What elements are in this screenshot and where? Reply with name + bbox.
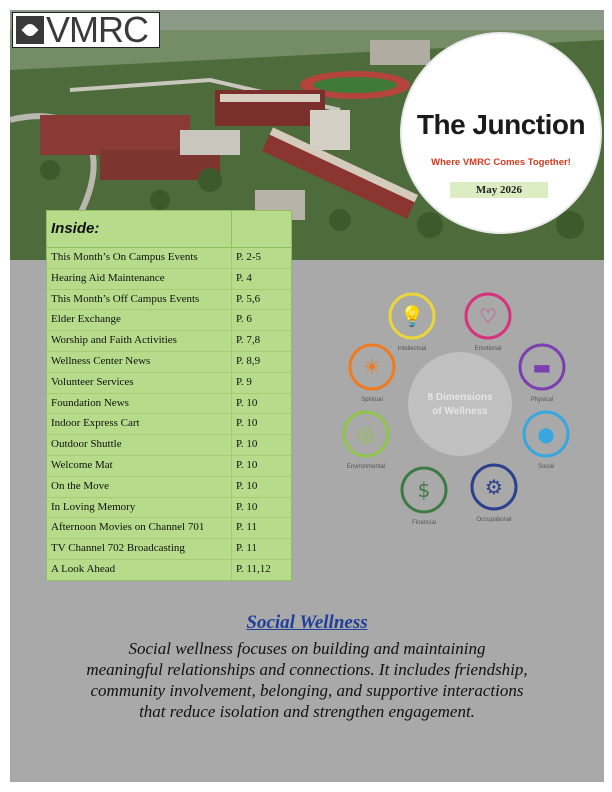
toc-item-page: P. 2-5 — [236, 251, 262, 263]
heart-icon: ♡ — [479, 304, 497, 328]
dimension-label: Emotional — [474, 346, 502, 352]
toc-item-page: P. 10 — [236, 396, 258, 409]
toc-item-title: Outdoor Shuttle — [47, 435, 232, 455]
toc-item-title: Hearing Aid Maintenance — [47, 269, 232, 289]
vmrc-logo — [12, 12, 160, 48]
toc-item-page: P. 7,8 — [236, 334, 261, 347]
dimension-label: Spiritual — [361, 397, 383, 403]
center-circle — [408, 352, 512, 456]
dimension-label: Social — [537, 464, 555, 470]
toc-item-page: P. 10 — [236, 417, 258, 430]
toc-item-page: P. 8,9 — [236, 354, 261, 367]
dimension-emotional — [466, 294, 510, 352]
toc-row — [47, 414, 291, 435]
toc-item-page: P. 4 — [236, 271, 252, 284]
gear-icon: ⚙ — [485, 475, 503, 499]
dimension-financial — [402, 468, 446, 526]
dimension-physical — [520, 345, 564, 403]
toc-item-title: Welcome Mat — [47, 456, 232, 476]
dimension-spiritual — [350, 345, 394, 403]
toc-row — [47, 560, 291, 580]
toc-row — [47, 394, 291, 415]
toc-row — [47, 352, 291, 373]
dimension-label: Financial — [411, 520, 437, 526]
sun-icon: ☀ — [363, 355, 381, 379]
center-label-line1: 8 Dimensions — [427, 392, 493, 403]
leaf-logo-icon — [16, 16, 44, 44]
toc-heading: Inside: — [47, 211, 232, 247]
toc-row — [47, 373, 291, 394]
globe-icon: ◎ — [357, 422, 375, 446]
toc-item-title: Foundation News — [47, 394, 232, 414]
dimension-environmental — [344, 412, 388, 470]
toc-row — [47, 539, 291, 560]
toc-item-page: P. 9 — [236, 375, 252, 388]
toc-item-title: This Month’s On Campus Events — [47, 248, 232, 268]
feature-body-line: community involvement, belonging, and supportive interactions — [90, 681, 524, 700]
dumbbell-icon: ▬ — [532, 355, 552, 379]
toc-item-title: Afternoon Movies on Channel 701 — [47, 518, 232, 538]
dimension-label: Physical — [530, 397, 554, 403]
money-bag-icon: $ — [417, 478, 431, 502]
toc-row — [47, 290, 291, 311]
toc-row — [47, 435, 291, 456]
toc-item-page: P. 10 — [236, 458, 258, 471]
toc-list — [47, 248, 291, 580]
toc-item-title: This Month’s Off Campus Events — [47, 290, 232, 310]
dimension-label: Occupational — [476, 517, 512, 523]
toc-row — [47, 456, 291, 477]
toc-item-page: P. 10 — [236, 479, 258, 492]
newsletter-title: The Junction — [416, 109, 586, 140]
toc-item-title: Wellness Center News — [47, 352, 232, 372]
toc-item-page: P. 11 — [236, 521, 257, 534]
toc-row — [47, 498, 291, 519]
toc-item-title: In Loving Memory — [47, 498, 232, 518]
toc-item-title: A Look Ahead — [47, 560, 232, 580]
dimension-label: Intellectual — [397, 346, 427, 352]
toc-item-title: Volunteer Services — [47, 373, 232, 393]
feature-body — [38, 638, 576, 722]
toc-item-title: TV Channel 702 Broadcasting — [47, 539, 232, 559]
dimension-intellectual — [390, 294, 434, 352]
feature-body-line: Social wellness focuses on building and maintaining — [128, 639, 486, 658]
issue-date: May 2026 — [450, 182, 548, 198]
toc-item-title: Indoor Express Cart — [47, 414, 232, 434]
toc-row — [47, 269, 291, 290]
dimension-label: Environmental — [346, 464, 386, 470]
toc-header — [47, 211, 291, 248]
toc-item-page: P. 10 — [236, 438, 258, 451]
toc-row — [47, 248, 291, 269]
lightbulb-icon: 💡 — [399, 304, 425, 328]
dimension-social — [524, 412, 568, 470]
person-icon: ● — [537, 422, 555, 446]
toc-item-title: On the Move — [47, 477, 232, 497]
toc-item-title: Elder Exchange — [47, 310, 232, 330]
toc-item-page: P. 11 — [236, 542, 257, 555]
toc-item-page: P. 6 — [236, 313, 252, 326]
toc-row — [47, 310, 291, 331]
toc-row — [47, 518, 291, 539]
feature-body-line: meaningful relationships and connections. It includes friendship, — [86, 660, 528, 679]
eight-dimensions-wellness-graphic — [340, 282, 580, 532]
toc-item-title: Worship and Faith Activities — [47, 331, 232, 351]
toc-row — [47, 477, 291, 498]
table-of-contents — [46, 210, 292, 581]
feature-body-line: that reduce isolation and strengthen engagement. — [139, 702, 475, 721]
masthead-circle — [402, 34, 600, 232]
newsletter-cover — [10, 10, 604, 782]
logo-text: VMRC — [46, 10, 148, 50]
feature-heading: Social Wellness — [246, 612, 368, 633]
newsletter-tagline: Where VMRC Comes Together! — [431, 157, 571, 168]
dimension-occupational — [472, 465, 516, 523]
toc-row — [47, 331, 291, 352]
toc-item-page: P. 11,12 — [236, 562, 271, 575]
toc-item-page: P. 10 — [236, 500, 258, 513]
center-label-line2: of Wellness — [432, 406, 488, 417]
toc-item-page: P. 5,6 — [236, 292, 261, 305]
